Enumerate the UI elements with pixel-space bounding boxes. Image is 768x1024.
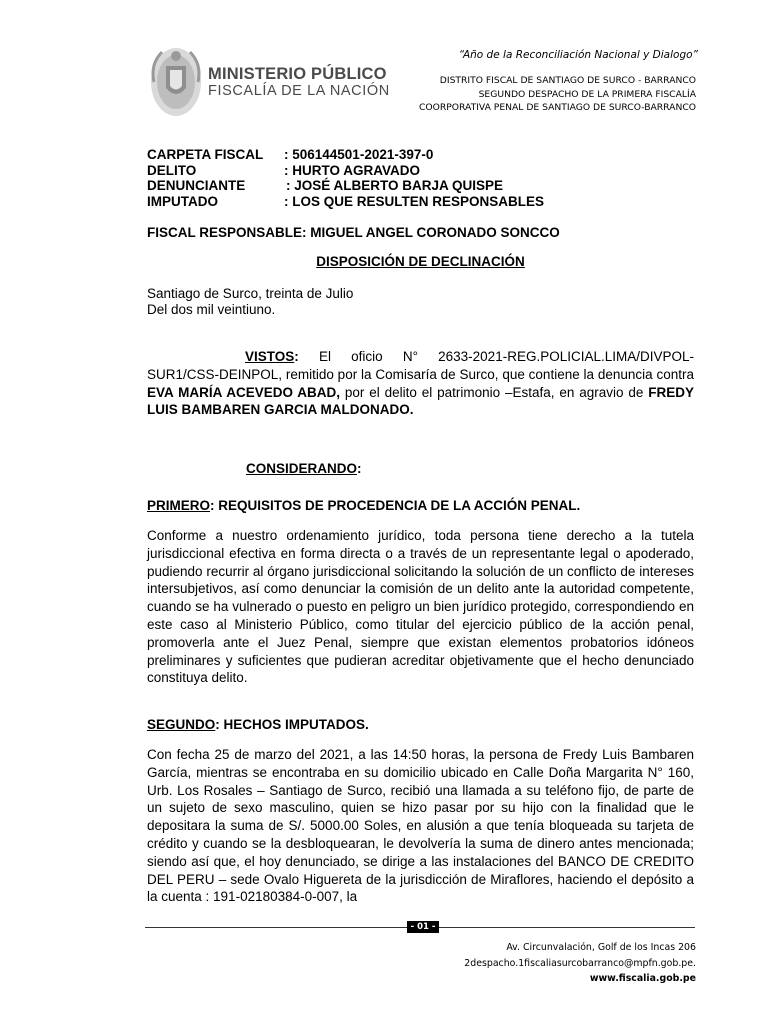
imputado-value: : LOS QUE RESULTEN RESPONSABLES (284, 193, 545, 209)
coat-of-arms-icon (151, 48, 201, 116)
primero-heading (147, 498, 580, 513)
considerando-label: CONSIDERANDO (246, 461, 358, 476)
considerando-colon: : (357, 461, 362, 476)
victim-name: FREDY LUIS BAMBAREN GARCIA MALDONADO. (147, 384, 694, 418)
logo-title: MINISTERIO PÚBLICO (208, 65, 387, 83)
office-line: SEGUNDO DESPACHO DE LA PRIMERA FISCALÍA (478, 88, 696, 100)
date-block (147, 286, 353, 318)
vistos-label: VISTOS (245, 349, 295, 364)
footer-email: 2despacho.1fiscaliasurcobarranco@mpfn.gob.pe. (464, 957, 696, 969)
case-header (147, 147, 544, 209)
case-row-denunciante (147, 178, 544, 194)
primero-title: : REQUISITOS DE PROCEDENCIA DE LA ACCIÓN PENAL. (210, 498, 581, 513)
primero-body: Conforme a nuestro ordenamiento jurídico, toda persona tiene derecho a la tutela jurisdiccional efectiva en forma directa o a través de un representante legal o apoderado, pudiendo recurrir al órgano jurisdiccional solicitando la solución de un conflicto de intereses intersubjetivos, así como denunciar la comisión de un delito ante la autoridad competente, cuando se ha vulnerado o puesto en peligro un bien jurídico protegido, correspondiendo en este caso al Ministerio Público, como titular del ejercicio público de la acción penal, promoverla ante el Juez Penal, siempre que existan elementos probatorios idóneos preliminares y suficientes que pudieran acreditar objetivamente que el hecho denunciado constituya delito. (147, 528, 694, 686)
case-row-delito (147, 163, 544, 179)
segundo-label: SEGUNDO (147, 717, 216, 732)
delito-value: : HURTO AGRAVADO (284, 162, 420, 178)
denunciante-value: : JOSÉ ALBERTO BARJA QUISPE (286, 178, 504, 194)
footer-website: www.fiscalia.gob.pe (589, 973, 696, 984)
primero-label: PRIMERO (147, 498, 211, 513)
page-number: - 01 - (407, 921, 439, 933)
segundo-body: Con fecha 25 de marzo del 2021, a las 14:50 horas, la persona de Fredy Luis Bambaren García, mientras se encontraba en su domicilio ubicado en Calle Doña Margarita N° 160, Urb. Los Rosales – Santiago de Surco, recibió una llamada a su teléfono fijo, de parte de un sujeto de sexo masculino, quien se hizo pasar por su hijo con la finalidad que le depositara la suma de S/. 5000.00 Soles, en alusión a que tenía bloqueada su tarjeta de crédito y cuando se la desbloquearan, le devolvería la suma de dinero antes mencionada; siendo así que, el hoy denunciado, se dirige a las instalaciones del BANCO DE CREDITO DEL PERU – sede Ovalo Higuereta de la jurisdicción de Miraflores, haciendo el depósito a la cuenta : 191-02180384-0-007, la (147, 747, 694, 905)
vistos-text: El oficio N° 2633-2021-REG.POLICIAL.LIMA/DIVPOL-SUR1/CSS-DEINPOL, remitido por la Comisaría de Surco, que contiene la denuncia contra (147, 349, 694, 382)
segundo-title: : HECHOS IMPUTADOS. (215, 717, 369, 732)
vistos-paragraph (147, 348, 694, 419)
delito-label: DELITO (147, 162, 197, 178)
considerando-heading (246, 461, 362, 476)
date-line: Del dos mil veintiuno. (147, 302, 276, 317)
imputado-label: IMPUTADO (147, 193, 218, 209)
vistos-colon: : (294, 349, 299, 364)
fiscal-responsable: FISCAL RESPONSABLE: MIGUEL ANGEL CORONADO SONCCO (147, 225, 560, 240)
logo-subtitle: FISCALÍA DE LA NACIÓN (208, 83, 390, 99)
office-line: DISTRITO FISCAL DE SANTIAGO DE SURCO - BARRANCO (439, 75, 696, 86)
footer-address: Av. Circunvalación, Golf de los Incas 206 (506, 942, 696, 953)
year-motto: “Año de la Reconciliación Nacional y Dialogo” (458, 49, 698, 61)
accused-name: EVA MARÍA ACEVEDO ABAD, (147, 384, 341, 400)
denunciante-label: DENUNCIANTE (147, 178, 246, 194)
document-title: DISPOSICIÓN DE DECLINACIÓN (316, 254, 525, 269)
vistos-text: por el delito el patrimonio –Estafa, en agravio de (340, 384, 649, 400)
case-row-carpeta (147, 147, 544, 163)
date-line: Santiago de Surco, treinta de Julio (147, 286, 354, 301)
office-line: COORPORATIVA PENAL DE SANTIAGO DE SURCO-BARRANCO (418, 102, 696, 113)
office-block (419, 74, 696, 115)
segundo-heading (147, 717, 369, 732)
footer-address-block (464, 940, 696, 987)
carpeta-label: CARPETA FISCAL (147, 147, 264, 162)
case-row-imputado (147, 194, 544, 210)
carpeta-value: : 506144501-2021-397-0 (284, 147, 434, 162)
